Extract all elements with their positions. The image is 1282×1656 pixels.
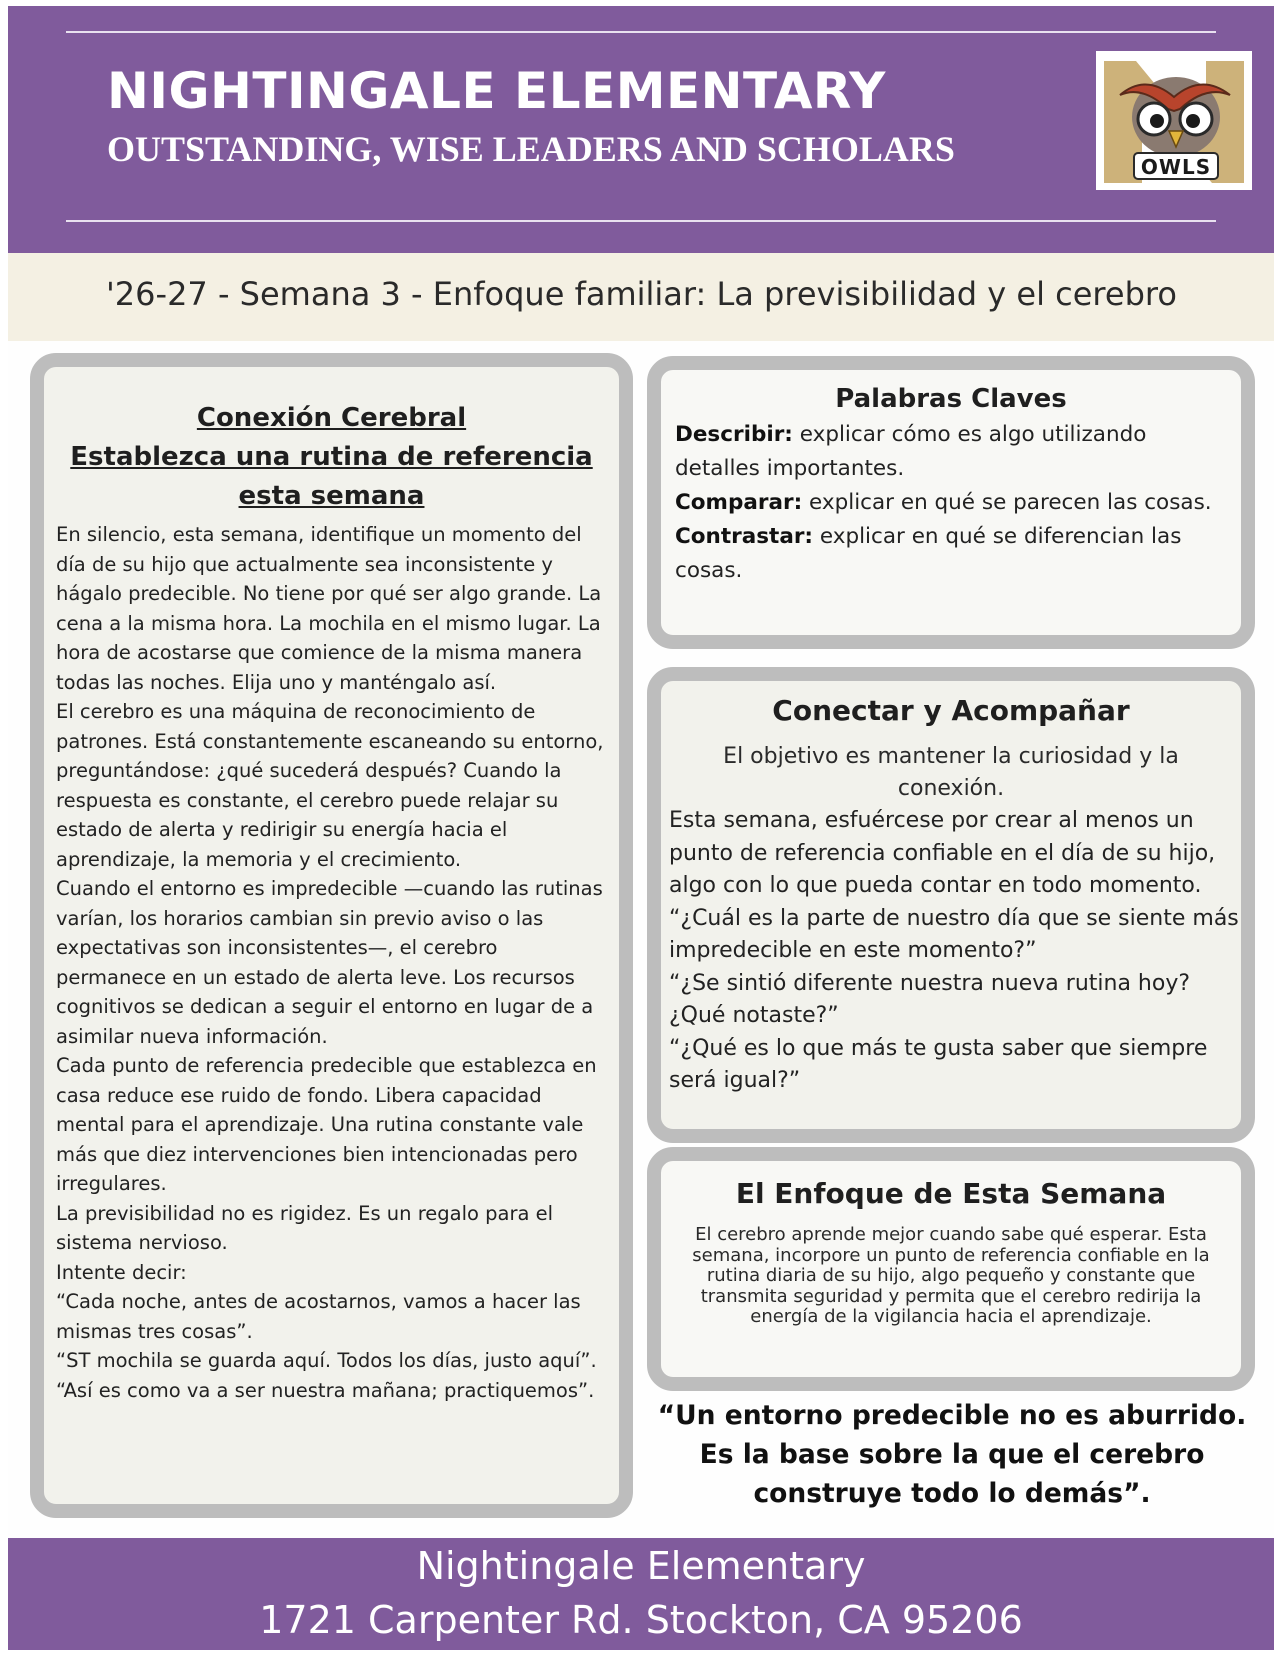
key-word-definition: explicar en qué se parecen las cosas. xyxy=(802,490,1212,515)
key-word-item xyxy=(675,486,1235,520)
routine-title-line-2: esta semana xyxy=(238,481,425,511)
key-word-term: Contrastar: xyxy=(675,524,814,549)
header-top-rule xyxy=(66,31,1216,33)
paragraph: Esta semana, esfuércese por crear al menos un punto de referencia confiable en el día de su hijo, algo con lo que pueda contar en todo momento. xyxy=(669,808,1216,898)
question: “¿Cuál es la parte de nuestro día que se siente más impredecible en este momento?” xyxy=(669,905,1239,963)
key-word-term: Describir: xyxy=(675,422,793,447)
paragraph: En silencio, esta semana, identifique un momento del día de su hijo que actualmente sea inconsistente y hágalo predecible. No tiene por qué ser algo grande. La cena a la misma hora. La mochila en el mismo lugar. La hora de acostarse que comience de la misma manera todas las noches. Elija uno y manténgalo así. xyxy=(56,523,602,694)
school-motto: OUTSTANDING, WISE LEADERS AND SCHOLARS xyxy=(107,129,955,169)
example-phrase: “Cada noche, antes de acostarnos, vamos a hacer las mismas tres cosas”. xyxy=(56,1290,581,1343)
key-word-definition: explicar en qué se diferencian las cosas. xyxy=(675,524,1182,583)
question: “¿Se sintió diferente nuestra nueva rutina hoy? ¿Qué notaste?” xyxy=(669,970,1191,1028)
footer xyxy=(8,1538,1274,1650)
closing-quote: “Un entorno predecible no es aburrido. Es la base sobre la que el cerebro construye todo lo demás”. xyxy=(657,1400,1247,1509)
key-word-item xyxy=(675,520,1235,588)
brain-connection-titles xyxy=(44,399,619,516)
question: “¿Qué es lo que más te gusta saber que siempre será igual?” xyxy=(669,1035,1208,1093)
connect-card xyxy=(647,667,1255,1143)
connect-subtitle: El objetivo es mantener la curiosidad y la conexión. xyxy=(723,744,1179,801)
week-banner xyxy=(8,253,1274,341)
key-word-term: Comparar: xyxy=(675,490,803,515)
key-words-card xyxy=(647,356,1255,649)
weekly-focus-title: El Enfoque de Esta Semana xyxy=(735,1177,1167,1210)
paragraph: Intente decir: xyxy=(56,1260,187,1284)
brain-connection-body xyxy=(56,520,604,1405)
paragraph: La previsibilidad no es rigidez. Es un regalo para el sistema nervioso. xyxy=(56,1201,554,1254)
weekly-focus-body: El cerebro aprende mejor cuando sabe qué esperar. Esta semana, incorpore un punto de referencia confiable en la rutina diaria de su hijo, algo pequeño y constante que transmita seguridad y permita que el cerebro redirija la energía de la vigilancia hacia el aprendizaje. xyxy=(692,1224,1210,1327)
paragraph: Cuando el entorno es impredecible —cuando las rutinas varían, los horarios cambian sin previo aviso o las expectativas son inconsistentes—, el cerebro permanece en un estado de alerta leve. Los recursos cognitivos se dedican a seguir el entorno en lugar de a asimilar nueva información. xyxy=(56,877,603,1048)
weekly-focus-card xyxy=(647,1147,1255,1391)
logo-text: OWLS xyxy=(1140,155,1212,179)
header-bottom-rule xyxy=(66,220,1216,222)
key-words-title: Palabras Claves xyxy=(835,384,1067,414)
school-name: NIGHTINGALE ELEMENTARY xyxy=(107,62,886,120)
newsletter-page xyxy=(8,6,1274,1650)
key-word-definition: explicar cómo es algo utilizando detalles importantes. xyxy=(675,422,1147,481)
routine-title-line-1: Establezca una rutina de referencia xyxy=(70,442,593,472)
paragraph: Cada punto de referencia predecible que establezca en casa reduce ese ruido de fondo. Libera capacidad mental para el aprendizaje. Una rutina constante vale más que diez intervenciones bien intencionadas pero irregulares. xyxy=(56,1054,597,1195)
header xyxy=(8,6,1274,253)
owls-logo xyxy=(1096,51,1252,190)
key-words-list xyxy=(675,418,1235,588)
brain-connection-card xyxy=(30,353,633,1518)
week-banner-title: '26-27 - Semana 3 - Enfoque familiar: La previsibilidad y el cerebro xyxy=(106,275,1177,313)
connect-body xyxy=(669,805,1245,1098)
key-word-item xyxy=(675,418,1235,486)
paragraph: El cerebro es una máquina de reconocimiento de patrones. Está constantemente escaneando su entorno, preguntándose: ¿qué sucederá después? Cuando la respuesta es constante, el cerebro puede relajar su estado de alerta y redirigir su energía hacia el aprendizaje, la memoria y el crecimiento. xyxy=(56,700,604,871)
example-phrase: “Así es como va a ser nuestra mañana; practiquemos”. xyxy=(56,1378,595,1402)
example-phrase: “ST mochila se guarda aquí. Todos los días, justo aquí”. xyxy=(56,1349,597,1372)
brain-connection-title: Conexión Cerebral xyxy=(196,403,467,433)
footer-address: 1721 Carpenter Rd. Stockton, CA 95206 xyxy=(259,1598,1023,1642)
footer-school-name: Nightingale Elementary xyxy=(416,1544,866,1588)
connect-title: Conectar y Acompañar xyxy=(772,694,1130,727)
